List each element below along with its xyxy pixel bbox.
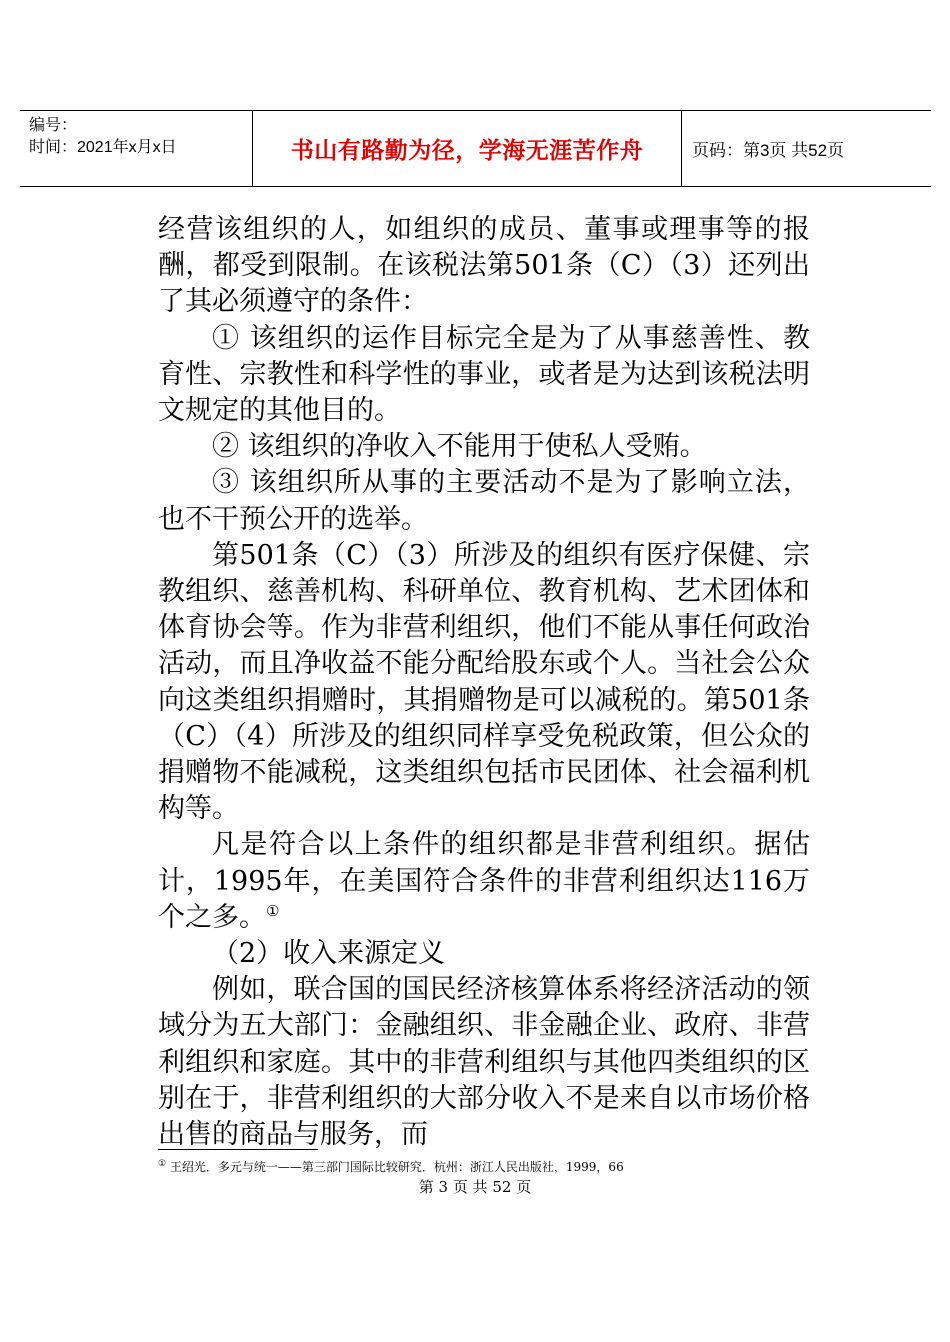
page-footer: 第 3 页 共 52 页: [418, 1178, 532, 1196]
paragraph-3: ② 该组织的净收入不能用于使私人受贿。: [212, 431, 707, 463]
paragraph-5: 第501条（C）（3）所涉及的组织有医疗保健、宗教组织、慈善机构、科研单位、教育机构、艺术团体和体育协会等。作为非营利组织，他们不能从事任何政治活动，而且净收益不能分配给股东或个人。当社会公众向这类组织捐赠时，其捐赠物是可以减税的。第501条（C）（4）所涉及的组织同样享受免税政策，但公众的捐赠物不能减税，这类组织包括市民团体、社会福利机构等。: [158, 539, 810, 825]
header-motto: 书山有路勤为径，学海无涯苦作舟: [252, 111, 682, 186]
footnote: [158, 1156, 858, 1175]
footnote-divider: [158, 1149, 318, 1150]
paragraph-6: [158, 827, 810, 936]
time-label: 时间：2021年x月x日: [29, 139, 177, 156]
paragraph-1: 经营该组织的人，如组织的成员、董事或理事等的报酬，都受到限制。在该税法第501条（C）（3）还列出了其必须遵守的条件：: [158, 214, 810, 318]
header-meta: [20, 111, 252, 186]
footnote-mark: ①: [158, 1159, 167, 1169]
header-table: [20, 110, 931, 187]
footnote-text: 王绍光．多元与统一——第三部门国际比较研究．杭州：浙江人民出版社，1999，66: [166, 1160, 624, 1174]
document-body: [158, 212, 810, 1153]
paragraph-2: ① 该组织的运作目标完全是为了从事慈善性、教育性、宗教性和科学性的事业，或者是为达到该税法明文规定的其他目的。: [158, 322, 810, 427]
number-label: 编号：: [29, 117, 78, 134]
paragraph-4: ③ 该组织所从事的主要活动不是为了影响立法，也不干预公开的选举。: [158, 467, 810, 535]
section-heading: （2）收入来源定义: [212, 938, 446, 970]
paragraph-6-text: 凡是符合以上条件的组织都是非营利组织。据估计，1995年，在美国符合条件的非营利组织达116万个之多。: [158, 829, 810, 933]
header-page-label: 页码：第3页 共52页: [692, 141, 845, 160]
footnote-reference[interactable]: ①: [266, 901, 280, 920]
paragraph-8: 例如，联合国的国民经济核算体系将经济活动的领域分为五大部门：金融组织、非金融企业、政府、非营利组织和家庭。其中的非营利组织与其他四类组织的区别在于，非营利组织的大部分收入不是来自以市场价格出售的商品与服务，而: [158, 974, 810, 1151]
